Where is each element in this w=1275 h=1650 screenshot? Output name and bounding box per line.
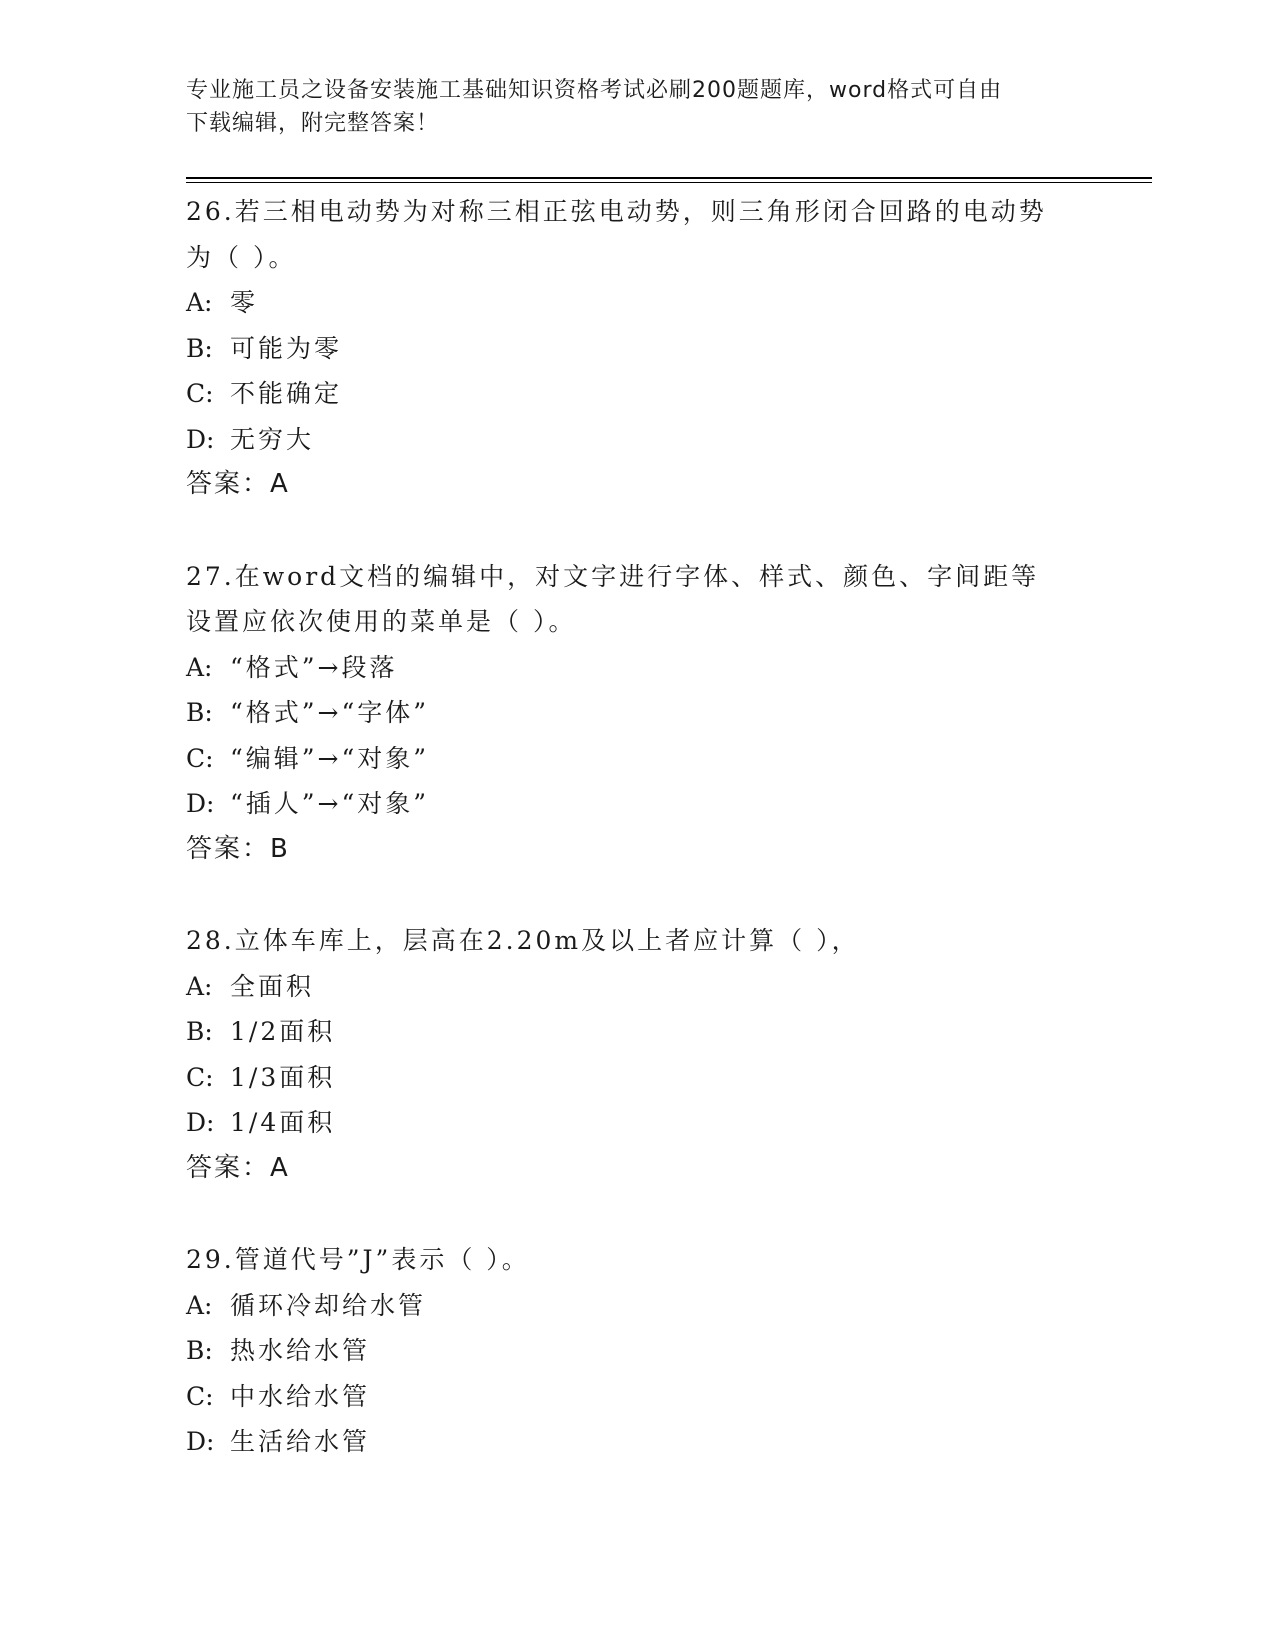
- answer-line: 答案：B: [186, 833, 290, 864]
- question-spacer: [186, 872, 1086, 918]
- option-text: 循环冷却给水管: [230, 1290, 427, 1320]
- question-block: [186, 918, 1086, 1237]
- option-key: B:: [186, 1336, 213, 1365]
- option-key: B:: [186, 1017, 213, 1046]
- option-text: 中水给水管: [230, 1381, 371, 1411]
- option-line: [186, 645, 1086, 691]
- option-text: “格式”→“字体”: [230, 698, 430, 727]
- option-line: [186, 1374, 1086, 1420]
- option-key: B:: [186, 698, 213, 727]
- option-key: A:: [186, 652, 213, 682]
- option-key: D:: [186, 1108, 215, 1137]
- question-stem-line: 29.管道代号”J”表示（ ）。: [186, 1245, 530, 1274]
- option-line: [186, 964, 1086, 1010]
- header-line-1: 专业施工员之设备安装施工基础知识资格考试必刷200题题库，word格式可自由: [186, 78, 1003, 103]
- option-line: [186, 371, 1086, 417]
- option-text: 生活给水管: [230, 1427, 371, 1456]
- option-key: C:: [186, 379, 214, 408]
- option-text: 无穷大: [230, 424, 315, 454]
- option-key: A:: [186, 1290, 213, 1320]
- question-block: [186, 189, 1086, 554]
- option-key: D:: [186, 1427, 215, 1456]
- option-line: [186, 417, 1086, 463]
- header-divider-thin: [186, 182, 1152, 183]
- question-stem-line: 为（ ）。: [186, 242, 297, 272]
- option-key: B:: [186, 333, 213, 363]
- option-line: [186, 1055, 1086, 1101]
- question-list: [186, 189, 1086, 1465]
- question-block: [186, 1237, 1086, 1465]
- answer-line: 答案：A: [186, 1152, 290, 1183]
- option-text: 1/3面积: [230, 1062, 336, 1092]
- option-key: A:: [186, 288, 213, 317]
- option-text: 零: [230, 288, 259, 317]
- question-block: [186, 554, 1086, 919]
- option-line: [186, 1283, 1086, 1329]
- answer-line: 答案：A: [186, 469, 290, 499]
- question-stem-line: 27.在word文档的编辑中，对文字进行字体、样式、颜色、字间距等: [186, 561, 1040, 591]
- option-line: [186, 1328, 1086, 1374]
- header-line-2: 下载编辑，附完整答案！: [186, 111, 440, 136]
- option-line: [186, 1009, 1086, 1055]
- option-key: D:: [186, 789, 215, 818]
- option-key: C:: [186, 1381, 214, 1411]
- option-line: [186, 690, 1086, 736]
- question-stem-line: 26.若三相电动势为对称三相正弦电动势，则三角形闭合回路的电动势: [186, 197, 1047, 226]
- option-line: [186, 326, 1086, 372]
- option-text: 全面积: [230, 971, 315, 1001]
- document-header: [186, 74, 1066, 140]
- option-key: D:: [186, 424, 215, 454]
- option-line: [186, 781, 1086, 827]
- option-line: [186, 736, 1086, 782]
- option-line: [186, 280, 1086, 326]
- question-spacer: [186, 508, 1086, 554]
- option-key: C:: [186, 1062, 214, 1092]
- question-spacer: [186, 1191, 1086, 1237]
- option-text: “编辑”→“对象”: [230, 743, 430, 773]
- option-text: 1/2面积: [230, 1017, 336, 1046]
- option-key: C:: [186, 743, 214, 773]
- option-text: 可能为零: [230, 333, 343, 363]
- header-divider-thick: [186, 177, 1152, 179]
- option-text: 1/4面积: [230, 1108, 336, 1137]
- option-text: “格式”→段落: [230, 652, 398, 682]
- option-text: 热水给水管: [230, 1336, 371, 1365]
- option-text: “插人”→“对象”: [230, 789, 430, 818]
- question-stem-line: 设置应依次使用的菜单是（ ）。: [186, 607, 577, 636]
- option-line: [186, 1419, 1086, 1465]
- question-stem-line: 28.立体车库上，层高在2.20m及以上者应计算（ ），: [186, 926, 860, 955]
- option-key: A:: [186, 971, 213, 1001]
- option-text: 不能确定: [230, 379, 343, 408]
- option-line: [186, 1100, 1086, 1146]
